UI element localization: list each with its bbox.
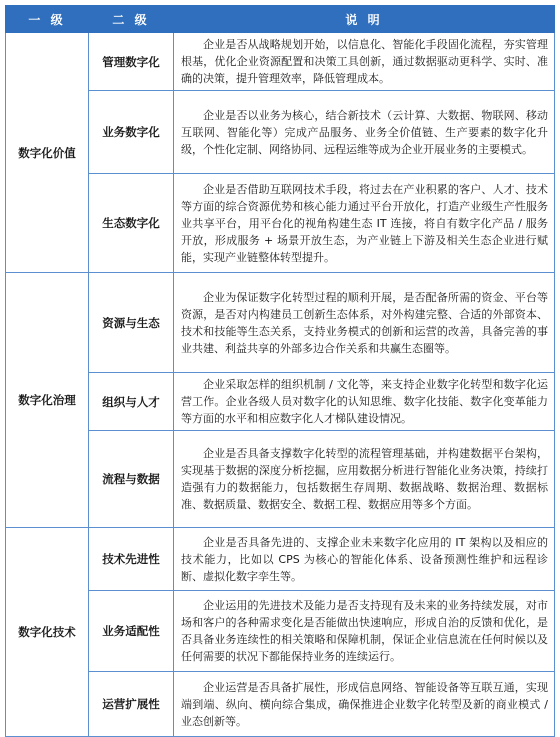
table-row bbox=[6, 33, 555, 91]
table-row bbox=[6, 528, 555, 591]
table-row bbox=[6, 91, 555, 174]
header-description: 说 明 bbox=[174, 6, 555, 33]
table-row bbox=[6, 174, 555, 273]
description-text: 企业是否借助互联网技术手段，将过去在产业积累的客户、人才、技术等方面的综合资源优势和核心能力通过平台开放化，打造产业级生产性服务业共享平台，用平台化的视角构建生态 IT 连接，将自有数字化产品 / 服务开放，形成服务 + 场景开放生态，为产业链上下游及相关生态企业进行赋能，实现产业链整体转型提升。 bbox=[181, 182, 548, 264]
table-row bbox=[6, 431, 555, 528]
level1-cell: 数字化技术 bbox=[6, 528, 89, 737]
level2-cell: 管理数字化 bbox=[89, 33, 174, 91]
description-text: 企业是否具备支撑数字化转型的流程管理基础，并构建数据平台架构，实现基于数据的深度分析挖掘，应用数据分析进行智能化业务决策，持续打造强有力的数据能力，包括数据生存周期、数据战略、数据治理、数据标准、数据质量、数据安全、数据工程、数据应用等多个方面。 bbox=[181, 447, 548, 511]
description-text: 企业是否具备先进的、支撑企业未来数字化应用的 IT 架构以及相应的技术能力，比如以 CPS 为核心的智能化体系、设备预测性维护和远程诊断、虚拟化数字孪生等。 bbox=[181, 535, 548, 583]
header-level1: 一 级 bbox=[6, 6, 89, 33]
description-cell bbox=[174, 273, 555, 373]
table-row bbox=[6, 373, 555, 431]
table-row bbox=[6, 591, 555, 672]
level1-cell: 数字化治理 bbox=[6, 273, 89, 528]
description-text: 企业运营是否具备扩展性，形成信息网络、智能设备等互联互通，实现端到端、纵向、横向综合集成，确保推进企业数字化转型及新的商业模式 / 业态创新等。 bbox=[181, 680, 548, 728]
level2-cell: 业务数字化 bbox=[89, 91, 174, 174]
description-cell bbox=[174, 91, 555, 174]
level2-cell: 运营扩展性 bbox=[89, 672, 174, 737]
description-cell bbox=[174, 591, 555, 672]
table-row bbox=[6, 273, 555, 373]
description-cell bbox=[174, 33, 555, 91]
description-text: 企业采取怎样的组织机制 / 文化等，来支持企业数字化转型和数字化运营工作。企业各级人员对数字化的认知思维、数字化技能、数字化变革能力等方面的水平和相应数字化人才梯队建设情况。 bbox=[181, 378, 548, 425]
level1-cell: 数字化价值 bbox=[6, 33, 89, 273]
table-row bbox=[6, 672, 555, 737]
description-text: 企业运用的先进技术及能力是否支持现有及未来的业务持续发展，对市场和客户的各种需求变化是否能做出快速响应，形成自治的反馈和优化，是否具备业务连续性的相关策略和保障机制，保证企业信息流在任何时候以及任何需要的状况下都能保持业务的连续运行。 bbox=[181, 599, 548, 663]
level2-cell: 业务适配性 bbox=[89, 591, 174, 672]
description-text: 企业是否以业务为核心，结合新技术（云计算、大数据、物联网、移动互联网、智能化等）完成产品服务、业务全价值链、生产要素的数字化升级，个性化定制、网络协同、远程运维等成为企业开展业务的主要模式。 bbox=[181, 108, 548, 156]
description-cell bbox=[174, 373, 555, 431]
description-text: 企业是否从战略规划开始，以信息化、智能化手段固化流程，夯实管理根基，优化企业资源配置和决策工具创新，通过数据驱动更科学、实时、准确的决策，提升管理效率，降低管理成本。 bbox=[181, 38, 548, 85]
description-cell bbox=[174, 528, 555, 591]
digital-maturity-table bbox=[5, 5, 555, 737]
description-cell bbox=[174, 672, 555, 737]
description-cell bbox=[174, 174, 555, 273]
level2-cell: 生态数字化 bbox=[89, 174, 174, 273]
description-cell bbox=[174, 431, 555, 528]
description-text: 企业为保证数字化转型过程的顺利开展，是否配备所需的资金、平台等资源，是否对内构建员工创新生态体系，对外构建完整、合适的外部资本、技术和技能等生态关系，支持业务模式的创新和运营的改善，具备完善的事业共建、利益共享的外部多边合作关系和共赢生态圈等。 bbox=[181, 290, 548, 355]
header-level2: 二 级 bbox=[89, 6, 174, 33]
level2-cell: 组织与人才 bbox=[89, 373, 174, 431]
header-row bbox=[6, 6, 555, 33]
level2-cell: 资源与生态 bbox=[89, 273, 174, 373]
level2-cell: 流程与数据 bbox=[89, 431, 174, 528]
level2-cell: 技术先进性 bbox=[89, 528, 174, 591]
